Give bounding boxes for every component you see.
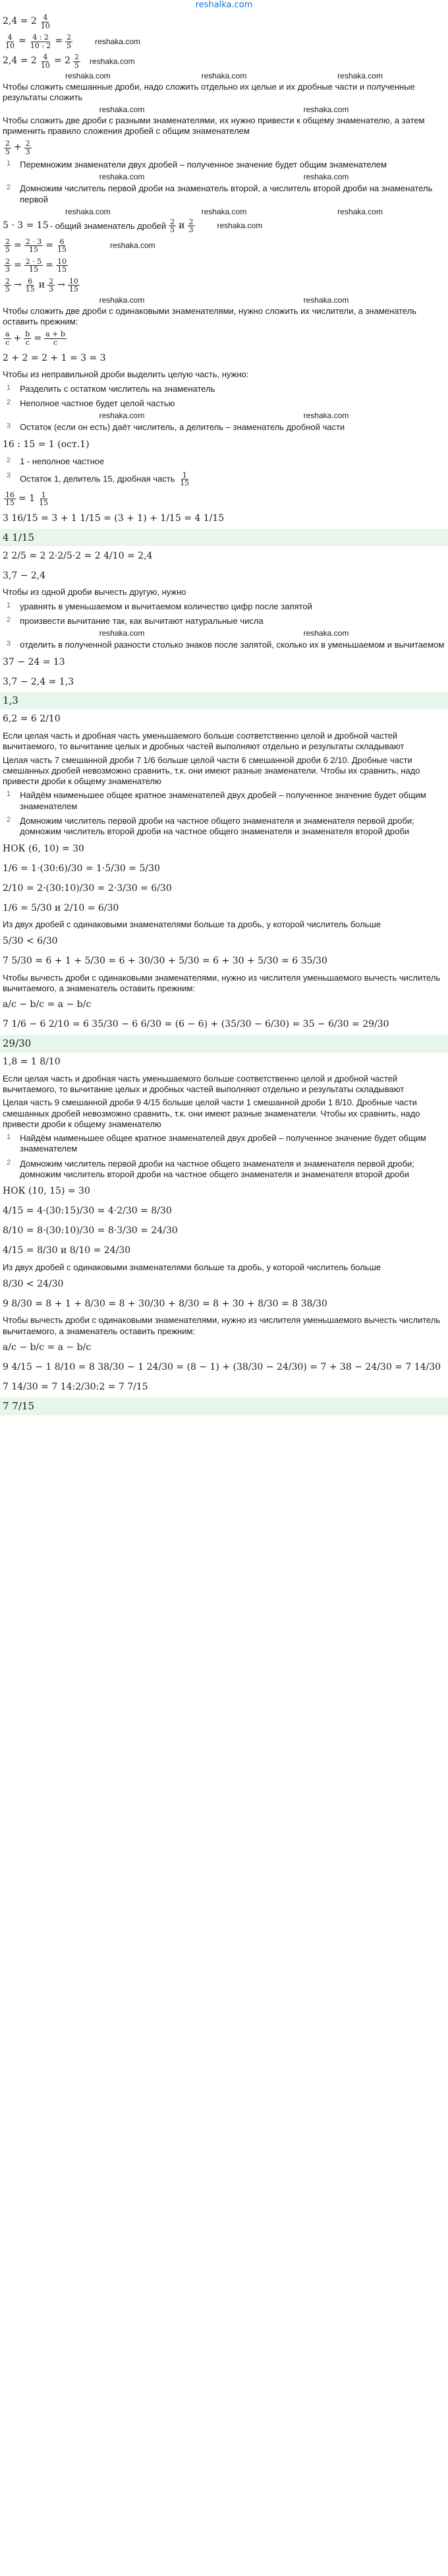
answer-1: 4 1/15 — [0, 529, 448, 547]
conversion-2-5: $\frac{2}{5}$ = $\frac{2 \cdot 3}{15}$ = $\frac{6}{15}$ reshaka.com — [5, 237, 155, 255]
step-item: 1 Найдём наименьшее общее кратное знаменателей двух дробей – полученное значение будет общим знаменателем — [7, 790, 426, 811]
paragraph-compare-parts: Целая часть 7 смешанной дроби 7 1/6 больше целой части 6 смешанной дроби 6 2/10. Дробные части смешанных дробей невозможно сравнить, т.к. они имеют разные знаменатели. Чтобы их сравнить, надо привести дроби к общему знаменателю — [3, 754, 420, 787]
subtraction-calculation: 9 4/15 − 1 8/10 = 8 38/30 − 1 24/30 = (8 − 1) + (38/30 − 24/30) = 7 + 38 − 24/30 = 7 14/30 — [3, 1362, 441, 1373]
conversion-line: 2/10 = 2·(30:10)/30 = 2·3/30 = 6/30 — [3, 882, 172, 894]
fraction: $\frac{4}{10}$ — [40, 13, 50, 30]
comparison: 5/30 < 6/30 — [3, 935, 58, 946]
paragraph-decimal-subtract-rule: Чтобы из одной дроби вычесть другую, нужно — [3, 587, 186, 598]
watermark-row: reshaka.com reshaka.com — [99, 629, 349, 638]
conversion-summary: $\frac{2}{5}$ → $\frac{6}{15}$ и $\frac{2}{3}$ → $\frac{10}{15}$ — [5, 276, 78, 294]
subtract-rule-formula: a/c − b/c = a − b/c — [3, 1342, 92, 1353]
decimal-to-mixed: 1,8 = 1 8/10 — [3, 1057, 61, 1068]
step-item: 3 Остаток 1, делитель 15, дробная часть $\frac{1}{15}$ — [7, 470, 190, 488]
sum-calculation: 2 + 2 = 2 + 1 = 3 = 3 — [3, 352, 106, 363]
paragraph-improper-fraction: Чтобы из неправильной дроби выделить целую часть, нужно: — [3, 369, 249, 380]
step-item: 1 Разделить с остатком числитель на знаменатель — [7, 383, 215, 394]
paragraph-mixed-sum-rule: Чтобы сложить смешанные дроби, надо сложить отдельно их целые и их дробные части и полученные результаты сложить — [3, 82, 415, 103]
fraction: $\frac{2}{5}$ — [74, 52, 79, 70]
conversion-to-decimal: 2 2/5 = 2 2·2/5·2 = 2 4/10 = 2,4 — [3, 550, 153, 561]
watermark-row: reshaka.com reshaka.com — [99, 104, 349, 114]
fraction: $\frac{2}{5}$ — [170, 217, 175, 235]
eq-reduce-4-10: $\frac{4}{10}$ = $\frac{4 : 2}{10 : 2}$ = $\frac{2}{5}$ reshaka.com — [5, 32, 140, 50]
fraction: $\frac{2}{5}$ — [5, 138, 10, 156]
eq-2-4-result: 2,4 = 2 $\frac{4}{10}$ = 2 $\frac{2}{5}$ reshaka.com — [3, 52, 135, 70]
site-header-url[interactable]: reshalka.com — [195, 0, 253, 10]
subtraction-expression: 3,7 − 2,4 — [3, 570, 46, 581]
watermark-row: reshaka.com reshaka.com — [99, 295, 349, 305]
paragraph-subtract-same-denominator: Чтобы вычесть дроби с одинаковыми знаменателями, нужно из числителя уменьшаемого вычесть числитель вычитаемого, а знаменатель оставить прежним: — [3, 1315, 441, 1336]
paragraph-common-denominator-rule: Чтобы сложить две дроби с разными знаменателями, их нужно привести к общему знаменателю, а затем применить правило сложения дробей с общим знаменателем — [3, 115, 425, 136]
conversion-line: 4/15 = 4·(30:15)/30 = 4·2/30 = 8/30 — [3, 1206, 172, 1217]
step-item: 2 Домножим числитель первой дроби на частное общего знаменателя и знаменателя первой дроби; домножим числитель второй дроби на частное общего знаменателя и знаменателя второй дроби — [7, 815, 414, 837]
improper-to-mixed: $\frac{16}{15}$ = 1 $\frac{1}{15}$ — [5, 490, 49, 508]
subtraction-calculation: 7 1/6 − 6 2/10 = 6 35/30 − 6 6/30 = (6 − 6) + (35/30 − 6/30) = 35 − 6/30 = 29/30 — [3, 1019, 389, 1030]
reduce-line: 7 14/30 = 7 14:2/30:2 = 7 7/15 — [3, 1382, 148, 1393]
fraction: $\frac{4 : 2}{10 : 2}$ — [30, 32, 51, 50]
sum-rule-formula: $\frac{a}{c}$ + $\frac{b}{c}$ = $\frac{a + b}{c}$ — [5, 330, 65, 347]
paragraph-compare-rule: Из двух дробей с одинаковыми знаменателями больше та дробь, у которой числитель больше — [3, 919, 381, 930]
eq-2-4-mixed — [0, 12, 448, 32]
borrow-line: 7 5/30 = 6 + 1 + 5/30 = 6 + 30/30 + 5/30 = 6 + 30 + 5/30 = 6 35/30 — [3, 955, 327, 966]
paragraph-same-denominator-sum: Чтобы сложить две дроби с одинаковыми знаменателями, нужно сложить их числители, а знаменатель оставить прежним: — [3, 305, 417, 326]
paragraph-mixed-subtract-rule: Если целая часть и дробная часть уменьшаемого больше соответственно целой и дробной частей вычитаемого, то вычитание целых и дробных частей выполняют отдельно и результаты складывают — [3, 1073, 405, 1095]
conversion-2-3: $\frac{2}{3}$ = $\frac{2 \cdot 5}{15}$ = $\frac{10}{15}$ — [5, 257, 67, 274]
fraction: $\frac{2}{3}$ — [188, 217, 194, 235]
paragraph-subtract-same-denominator: Чтобы вычесть дроби с одинаковыми знаменателями, нужно из числителя уменьшаемого вычесть числитель вычитаемого, а знаменатель оставить прежним: — [3, 972, 441, 993]
fraction-pair: $\frac{2}{5}$ + $\frac{2}{3}$ — [5, 138, 30, 156]
lcm-line: НОК (10, 15) = 30 — [3, 1186, 90, 1197]
step-item: 2 Домножим числитель первой дроби на частное общего знаменателя и знаменателя первой дроби; домножим числитель второй дроби на частное общего знаменателя и знаменателя второй дроби — [7, 1158, 414, 1179]
step-item: 2 Неполное частное будет целой частью — [7, 398, 175, 408]
fraction: $\frac{2}{3}$ — [25, 138, 30, 156]
eq-lhs: 2,4 = 2 — [3, 16, 37, 27]
decimal-result: 3,7 − 2,4 = 1,3 — [3, 676, 74, 687]
watermark-row: reshaka.com reshaka.com — [99, 172, 349, 182]
borrow-line: 9 8/30 = 8 + 1 + 8/30 = 8 + 30/30 + 8/30 = 8 + 30 + 8/30 = 8 38/30 — [3, 1298, 327, 1309]
final-sum: 3 16/15 = 3 + 1 1/15 = (3 + 1) + 1/15 = 4 1/15 — [3, 512, 225, 524]
conversion-line: 1/6 = 1·(30:6)/30 = 1·5/30 = 5/30 — [3, 863, 160, 874]
step-item: 3 Остаток (если он есть) даёт числитель, а делитель – знаменатель дробной части — [7, 422, 345, 432]
step-item: 1 Перемножим знаменатели двух дробей – полученное значение будет общим знаменателем — [7, 160, 387, 169]
step-item: 1 Найдём наименьшее общее кратное знаменателей двух дробей – полученное значение будет общим знаменателем — [7, 1133, 426, 1154]
watermark-row: reshaka.com reshaka.com — [99, 411, 349, 420]
step-item: 2 Домножим числитель первой дроби на знаменатель второй, а числитель второй дроби на знаменатель первой — [7, 183, 433, 204]
step-item: 2 1 - неполное частное — [7, 456, 105, 467]
watermark: reshaka.com — [89, 56, 135, 66]
lcm-line: НОК (6, 10) = 30 — [3, 843, 84, 854]
step-item: 3 отделить в полученной разности столько знаков после запятой, сколько их в уменьшаемом и вычитаемом — [7, 640, 445, 650]
answer-2: 1,3 — [0, 692, 448, 710]
conversion-summary: 4/15 = 8/30 и 8/10 = 24/30 — [3, 1245, 131, 1256]
division-with-remainder: 16 : 15 = 1 (ост.1) — [3, 439, 90, 450]
watermark: reshaka.com — [95, 36, 140, 46]
fraction: $\frac{4}{10}$ — [40, 52, 50, 70]
common-denominator-line: 5 · 3 = 15 - общий знаменатель дробей $\frac{2}{5}$ и $\frac{2}{3}$ reshaka.com — [3, 217, 263, 235]
conversion-summary: 1/6 = 5/30 и 2/10 = 6/30 — [3, 902, 119, 913]
watermark-row: reshaka.com reshaka.com reshaka.com — [65, 71, 383, 80]
natural-subtraction: 37 − 24 = 13 — [3, 656, 65, 667]
step-item: 2 произвести вычитание так, как вычитают натуральные числа — [7, 615, 264, 626]
watermark-row: reshaka.com reshaka.com reshaka.com — [65, 206, 383, 216]
paragraph-mixed-subtract-rule: Если целая часть и дробная часть уменьшаемого больше соответственно целой и дробной частей вычитаемого, то вычитание целых и дробных частей выполняют отдельно и результаты складывают — [3, 731, 405, 752]
step-item: 1 уравнять в уменьшаемом и вычитаемом количество цифр после запятой — [7, 601, 312, 611]
fraction: $\frac{4}{10}$ — [5, 32, 14, 50]
decimal-to-mixed: 6,2 = 6 2/10 — [3, 714, 61, 725]
subtract-rule-formula: a/c − b/c = a − b/c — [3, 999, 92, 1010]
paragraph-compare-parts: Целая часть 9 смешанной дроби 9 4/15 больше целой части 1 смешанной дроби 1 8/10. Дробные части смешанных дробей невозможно сравнить, т.к. они имеют разные знаменатели. Чтобы их сравнить, надо привести дроби к общему знаменателю — [3, 1097, 420, 1129]
conversion-line: 8/10 = 8·(30:10)/30 = 8·3/30 = 24/30 — [3, 1225, 178, 1237]
comparison: 8/30 < 24/30 — [3, 1278, 64, 1289]
answer-3: 29/30 — [0, 1035, 448, 1053]
fraction: $\frac{2}{5}$ — [67, 32, 72, 50]
paragraph-compare-rule: Из двух дробей с одинаковыми знаменателями больше та дробь, у которой числитель больше — [3, 1262, 381, 1273]
answer-4: 7 7/15 — [0, 1397, 448, 1415]
